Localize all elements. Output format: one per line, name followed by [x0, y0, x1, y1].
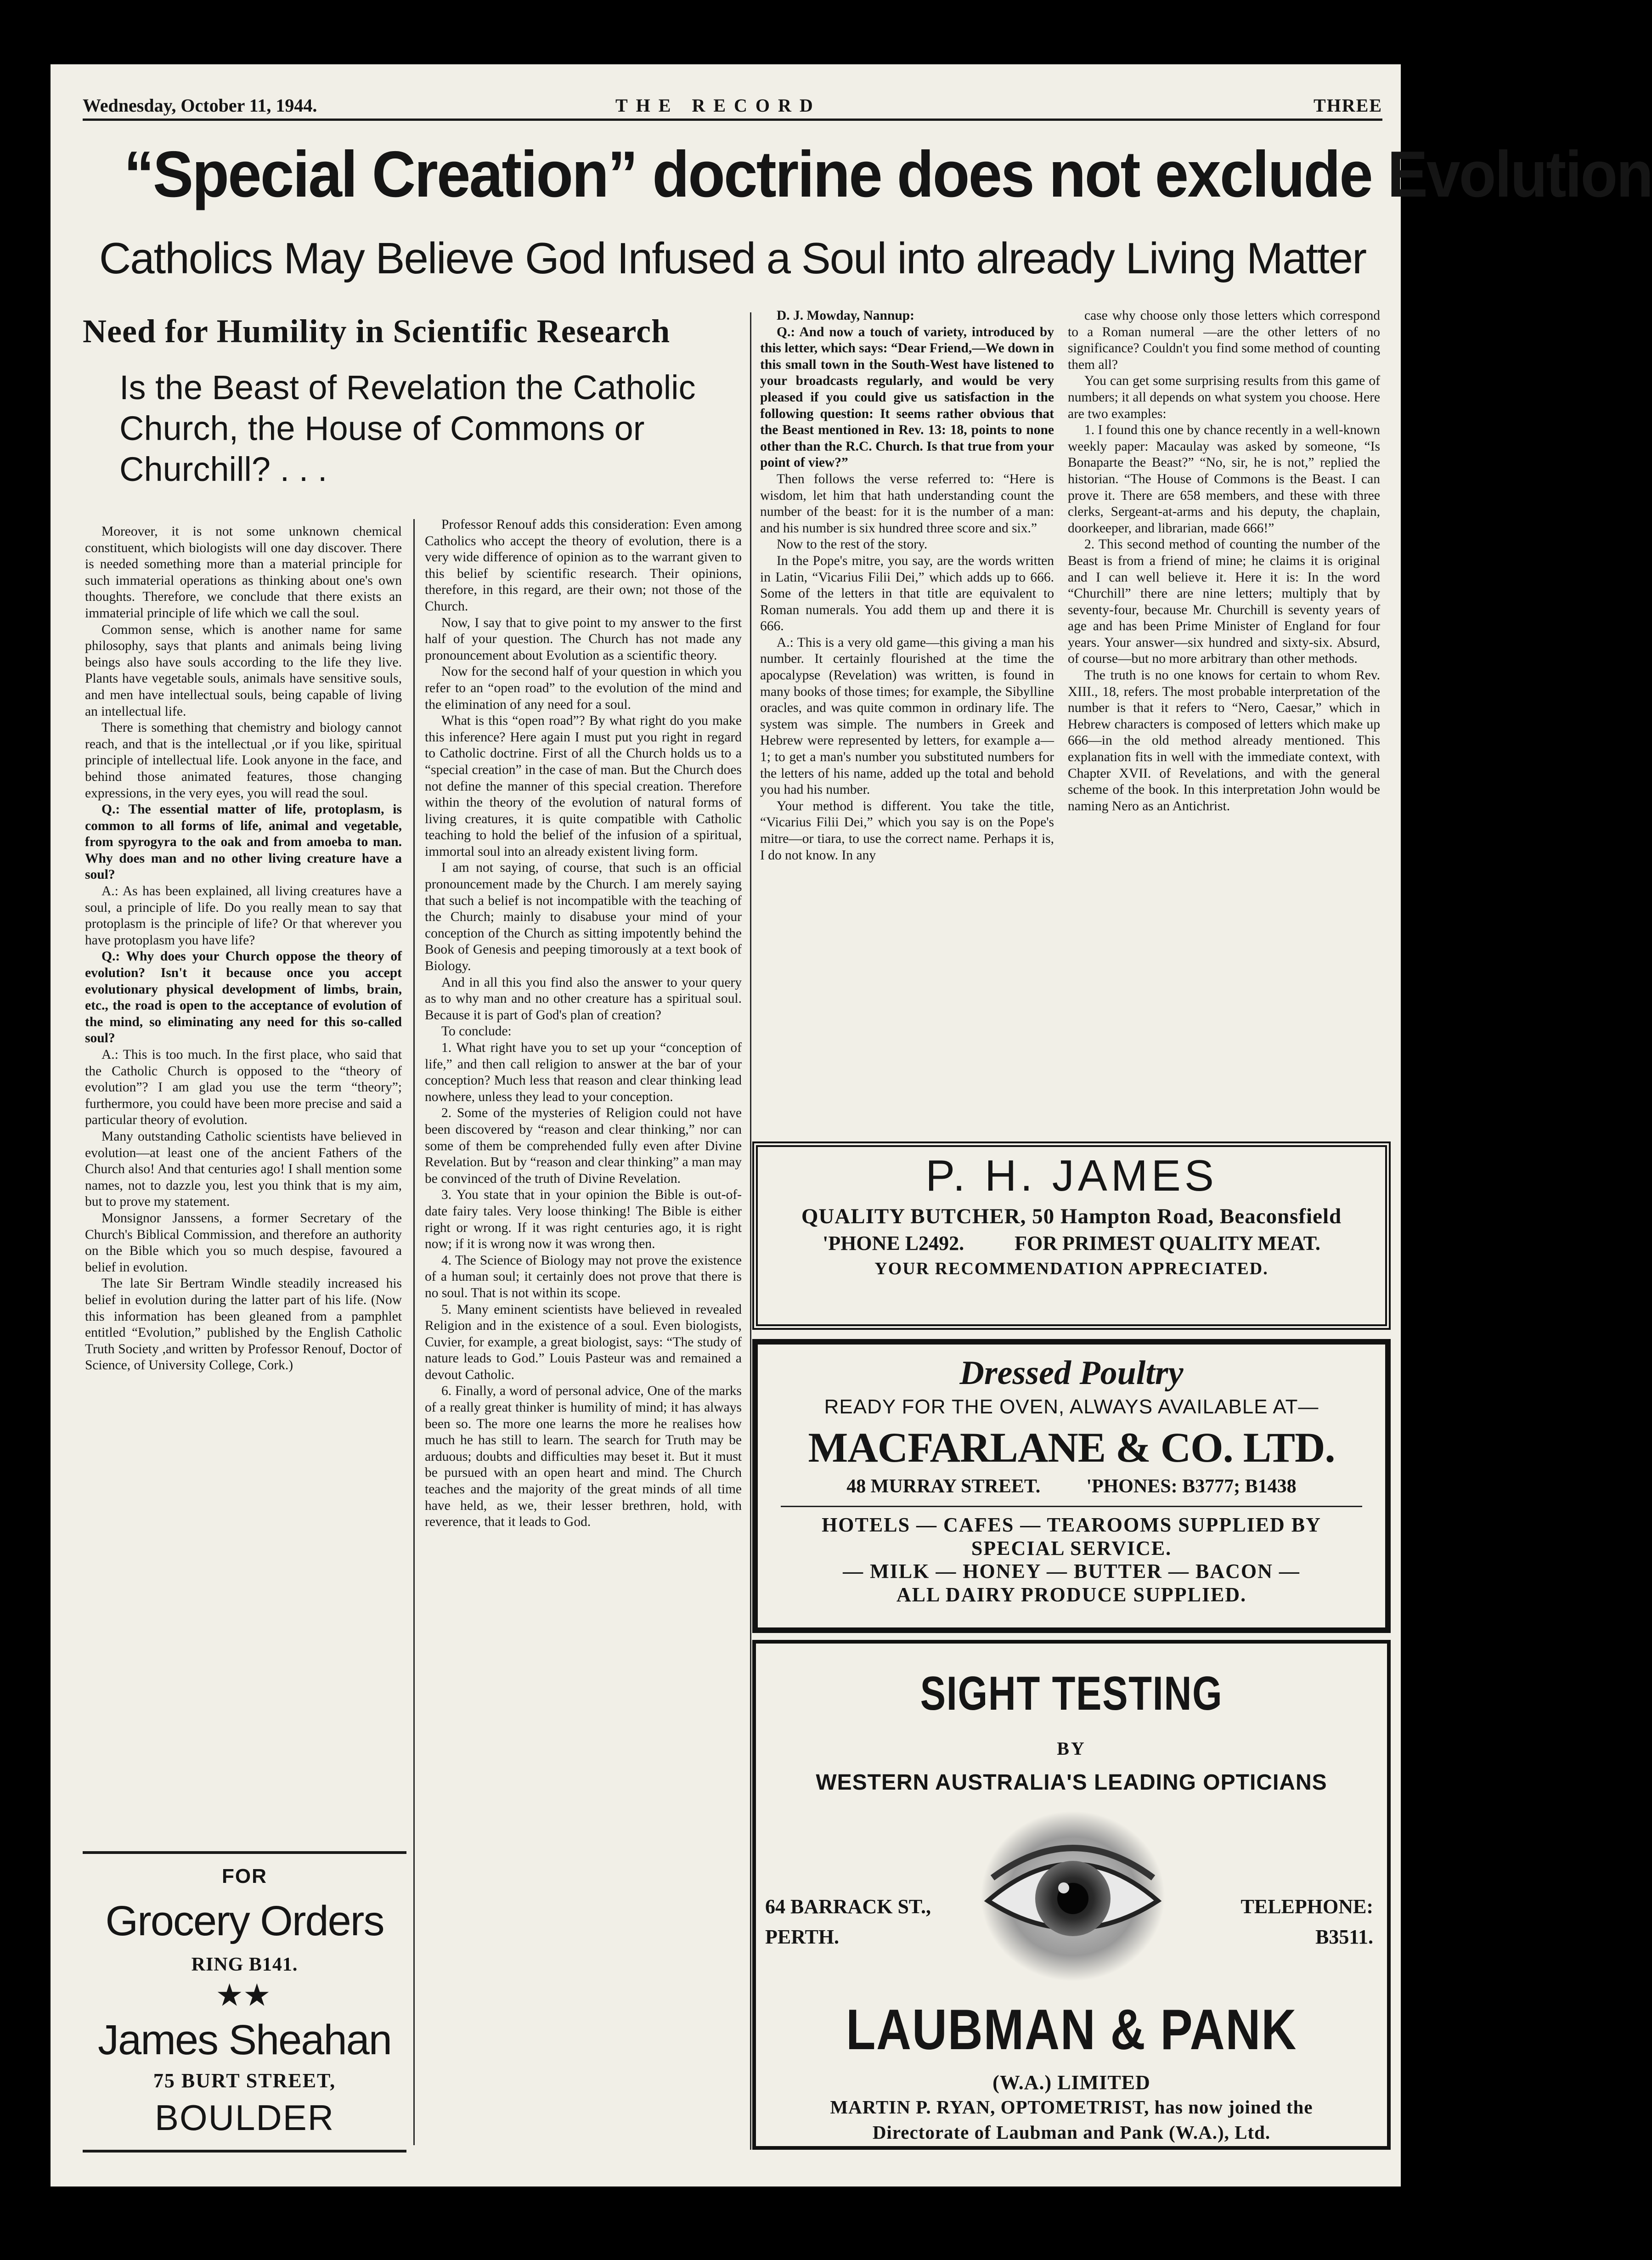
poultry-phones: 'PHONES: B3777; B1438: [1086, 1476, 1297, 1497]
article-paragraph: Moreover, it is not some unknown chemical constituent, which biologists will one day discover. There is needed something more than a material principle for such immaterial operations as thinking about one's own thoughts. Therefore, we conclude that there exists an immaterial principle of life which we call the soul.: [85, 524, 402, 621]
butcher-slogan: FOR PRIMEST QUALITY MEAT.: [1015, 1232, 1320, 1254]
article-paragraph: 1. I found this one by chance recently in a well-known weekly paper: Macaulay was asked by someone, “Is Bonaparte the Beast?” “No, sir, he is not,” replied the historian. “The House of Commons is the Beast. I can prove it. There are 658 members, and these with three clerks, Sergeant-at-arms and his deputy, the chaplain, doorkeeper, and librarian, made 666!”: [1068, 423, 1380, 536]
article-paragraph: 3. You state that in your opinion the Bible is out-of-date fairy tales. Very loose thinking! The Bible is either right or wrong. If it was right centuries ago, it is right now; if it is wrong now it was wrong then.: [425, 1187, 742, 1252]
column-rule: [413, 519, 415, 2145]
article-column-4: [1068, 308, 1380, 814]
butcher-advertisement: [752, 1141, 1391, 1330]
article-paragraph: What is this “open road”? By what right do you make this inference? Here again I must put you right in regard to Catholic doctrine. First of all the Church holds us to a “special creation” in the case of man. But the Church does not define the manner of this special creation. Therefore within the theory of the evolution of natural forms of living creatures, it is quite compatible with Catholic teaching to hold the belief of the infusion of a spiritual, immortal soul into an already existent living form.: [425, 713, 742, 859]
paper-name: THE RECORD: [615, 95, 821, 116]
poultry-dairy-line-1: — MILK — HONEY — BUTTER — BACON —: [843, 1560, 1300, 1583]
headline: “Special Creation” doctrine does not exclude Evolution: [124, 138, 1652, 211]
article-paragraph: Q.: And now a touch of variety, introduced by this letter, which says: “Dear Friend,—We down in this small town in the South-West have listened to your broadcasts regularly, and would be very pleased if you could give us satisfaction in the following question: It seems rather obvious that the Beast mentioned in Rev. 13: 18, points to none other than the R.C. Church. Is that true from your point of view?”: [760, 324, 1054, 470]
poultry-dairy-line-2: ALL DAIRY PRODUCE SUPPLIED.: [896, 1583, 1247, 1606]
ad-rule: [83, 2150, 406, 2153]
article-column-2: [425, 517, 742, 1531]
article-paragraph: 6. Finally, a word of personal advice, One of the marks of a really great thinker is humility of mind; it has always been so. The more one learns the more he realises how much he has still to learn. The search for Truth may be arduous; doubts and difficulties may beset it. But it must be pursued with an open heart and mind. The Church teaches and the majority of the great minds of all time have held, as we, their lesser brethren, hold, with reverence, that it leads to God.: [425, 1384, 742, 1530]
article-paragraph: Then follows the verse referred to: “Here is wisdom, let him that hath understanding count the number of the beast: for it is the number of a man: and his number is six hundred three score and six.”: [760, 471, 1054, 536]
poultry-supply-line-2: SPECIAL SERVICE.: [971, 1537, 1172, 1559]
article-paragraph: To conclude:: [441, 1024, 512, 1039]
section-heading: Need for Humility in Scientific Research: [83, 313, 671, 350]
butcher-phone: 'PHONE L2492.: [823, 1232, 964, 1254]
article-paragraph: Now for the second half of your question in which you refer to an “open road” to the evolution of the mind and the elimination of any need for a soul.: [425, 664, 742, 712]
optician-telephone-number: B3511.: [1315, 1926, 1373, 1948]
article-paragraph: Now to the rest of the story.: [777, 537, 928, 552]
newspaper-page: [51, 64, 1652, 2187]
poultry-company: MACFARLANE & CO. LTD.: [808, 1424, 1335, 1471]
article-paragraph: You can get some surprising results from this game of numbers; it all depends on what system you choose. Here are two examples:: [1068, 373, 1380, 421]
article-paragraph: A.: As has been explained, all living creatures have a soul, a principle of life. Do you really mean to say that protoplasm is the principle of life? Or that wherever you have protoplasm you have life?: [85, 884, 402, 948]
optician-by: BY: [1057, 1738, 1086, 1759]
article-paragraph: Q.: Why does your Church oppose the theory of evolution? Isn't it because once you accept evolutionary physical development of limbs, brain, etc., the road is open to the acceptance of evolution of the mind, so eliminating any need for this so-called soul?: [85, 949, 402, 1046]
ad-street: 75 BURT STREET,: [153, 2069, 336, 2092]
article-paragraph: 2. Some of the mysteries of Religion could not have been discovered by “reason and clear thinking,” nor can some of them be comprehended fully even after Divine Revelation. But by “reason and clear thinking” a man may be convinced of the truth of Divine Revelation.: [425, 1106, 742, 1186]
header-rule: [83, 119, 1382, 121]
optician-telephone-label: TELEPHONE:: [1240, 1895, 1373, 1918]
article-paragraph: Q.: The essential matter of life, protoplasm, is common to all forms of life, animal and vegetable, from spyrogyra to the oak and from amoeba to man. Why does man and no other living creature have a soul?: [85, 802, 402, 882]
butcher-address: QUALITY BUTCHER, 50 Hampton Road, Beaconsfield: [801, 1204, 1342, 1228]
article-column-1: [85, 524, 402, 1374]
eye-icon: [979, 1809, 1167, 1983]
ad-city: BOULDER: [154, 2097, 335, 2138]
optician-tagline: WESTERN AUSTRALIA'S LEADING OPTICIANS: [816, 1770, 1327, 1795]
article-paragraph: The truth is no one knows for certain to whom Rev. XIII., 18, refers. The most probable interpretation of the number is that it refers to “Nero, Caesar,” which in Hebrew characters is composed of letters which make up 666—in the old method already mentioned. This explanation fits in well with the immediate context, with Chapter XVII. of Revelations, and with the general scheme of the book. In this interpretation John would be naming Nero as an Antichrist.: [1068, 668, 1380, 814]
optician-firm: LAUBMAN & PANK: [846, 1998, 1297, 2062]
article-paragraph: In the Pope's mitre, you say, are the words written in Latin, “Vicarius Filii Dei,” which adds up to 666. Some of the letters in that title are equivalent to Roman numerals. You add them up and there it is 666.: [760, 553, 1054, 634]
article-paragraph: The late Sir Bertram Windle steadily increased his belief in evolution during the latter part of his life. (Now this information has been gleaned from a pamphlet entitled “Evolution,” published by the English Catholic Truth Society ,and written by Professor Renouf, Doctor of Science, of University College, Cork.): [85, 1276, 402, 1373]
article-paragraph: Professor Renouf adds this consideration: Even among Catholics who accept the theory of evolution, there is a very wide difference of opinion as to the warrant given to this belief by scientific research. Their opinions, therefore, in this regard, are their own; not those of the Church.: [425, 517, 742, 614]
optician-address: [765, 1892, 931, 1952]
article-paragraph: Common sense, which is another name for same philosophy, says that plants and animals being living beings also have souls according to the life they live. Plants have vegetable souls, animals have sensitive souls, and men have intellectual souls, being capable of living an intellectual life.: [85, 622, 402, 719]
poultry-contact-row: [772, 1475, 1371, 1497]
poultry-title: Dressed Poultry: [959, 1354, 1184, 1392]
section-subheading: Is the Beast of Revelation the Catholic Church, the House of Commons or Churchill? . . .: [119, 368, 696, 488]
optician-title: SIGHT TESTING: [920, 1667, 1223, 1720]
article-paragraph: 4. The Science of Biology may not prove the existence of a human soul; it certainly does not prove that there is no soul. That is not within its scope.: [425, 1253, 742, 1300]
ad-ring-number: RING B141.: [191, 1954, 298, 1975]
article-paragraph: Now, I say that to give point to my answer to the first half of your question. The Church has not made any pronouncement about Evolution as a scientific theory.: [425, 615, 742, 663]
article-paragraph: 1. What right have you to set up your “conception of life,” and then call religion to answer at the bar of your conception? Much less that reason and clear thinking lead nowhere, unless they lead to your conception.: [425, 1040, 742, 1104]
star-ornament-icon: ★★: [217, 1980, 272, 2011]
optician-advertisement: [752, 1640, 1391, 2150]
article-paragraph: Monsignor Janssens, a former Secretary of the Church's Biblical Commission, and therefore an authority on the Bible which you so much despise, favoured a belief in evolution.: [85, 1210, 402, 1275]
article-paragraph: A.: This is a very old game—this giving a man his number. It certainly flourished at the time the apocalypse (Revelation) was written, is found in many books of those times; for example, the Sibylline oracles, and was quite common in ordinary life. The system was simple. The numbers in Greek and Hebrew were represented by letters, for example a—1; to get a man's number you substituted numbers for the letters of his name, added up the total and behold you had his number.: [760, 635, 1054, 797]
issue-date: Wednesday, October 11, 1944.: [83, 95, 317, 116]
optician-announcement: MARTIN P. RYAN, OPTOMETRIST, has now joined the: [830, 2096, 1313, 2118]
grocery-advertisement: [83, 1851, 406, 2150]
article-paragraph: 5. Many eminent scientists have believed in revealed Religion and in the existence of a soul. Even biologists, Cuvier, for example, a great biologist, says: “The study of nature leads to God.” Louis Pasteur was and remained a devout Catholic.: [425, 1302, 742, 1382]
article-paragraph: I am not saying, of course, that such is an official pronouncement made by the Church. I am merely saying that such a belief is not incompatible with the teaching of the Church; mainly to disabuse your mind of your conception of the Church as sitting impotently behind the Book of Genesis and peeping timorously at a text book of Biology.: [425, 860, 742, 974]
optician-telephone: [1241, 1892, 1374, 1952]
optician-address-line-2: PERTH.: [765, 1926, 840, 1948]
subheadline: Catholics May Believe God Infused a Soul into already Living Matter: [99, 234, 1366, 283]
article-paragraph: Your method is different. You take the title, “Vicarius Filii Dei,” which you say is on the Pope's mitre—or tiara, to use the correct name. Perhaps it is, I do not know. In any: [760, 798, 1054, 863]
ad-rule: [781, 1506, 1362, 1507]
article-paragraph: A.: This is too much. In the first place, who said that the Catholic Church is opposed to the “theory of evolution”? I am glad you use the term “theory”; furthermore, you could have been more precise and said a particular theory of evolution.: [85, 1047, 402, 1128]
article-paragraph: case why choose only those letters which correspond to a Roman numeral —are the other letters of no significance? Couldn't you find some method of counting them all?: [1068, 308, 1380, 372]
poultry-address: 48 MURRAY STREET.: [846, 1476, 1041, 1497]
optician-limited: (W.A.) LIMITED: [992, 2071, 1150, 2094]
poultry-supply-line-1: HOTELS — CAFES — TEAROOMS SUPPLIED BY: [822, 1514, 1321, 1536]
butcher-footer: YOUR RECOMMENDATION APPRECIATED.: [874, 1259, 1269, 1278]
article-column-3: [760, 308, 1054, 864]
article-paragraph: And in all this you find also the answer to your query as to why man and no other creature has a spiritual soul. Because it is part of God's plan of creation?: [425, 975, 742, 1023]
optician-directorate: Directorate of Laubman and Pank (W.A.), Ltd.: [872, 2122, 1271, 2143]
article-paragraph: Many outstanding Catholic scientists have believed in evolution—at least one of the ancient Fathers of the Church also! And that centuries ago! I shall mention some names, not to dazzle you, lest you think that is my aim, but to prove my statement.: [85, 1129, 402, 1209]
butcher-name: P. H. JAMES: [925, 1151, 1218, 1200]
poultry-tagline: READY FOR THE OVEN, ALWAYS AVAILABLE AT—: [824, 1396, 1319, 1418]
ad-grocery-orders: Grocery Orders: [105, 1898, 384, 1944]
ad-for: FOR: [222, 1865, 267, 1887]
butcher-contact-row: [762, 1232, 1381, 1255]
page-number: THREE: [1313, 95, 1382, 116]
column-rule: [750, 312, 751, 2150]
optician-address-line-1: 64 BARRACK ST.,: [765, 1895, 931, 1918]
article-paragraph: D. J. Mowday, Nannup:: [777, 308, 914, 323]
article-paragraph: There is something that chemistry and biology cannot reach, and that is the intellectual ,or if you like, spiritual principle of intellectual life. Look anyone in the face, and behind those animated features, those changing expressions, in the very eyes, you will read the soul.: [85, 720, 402, 801]
poultry-advertisement: [752, 1339, 1391, 1633]
article-paragraph: 2. This second method of counting the number of the Beast is from a friend of mine; he claims it is original and I can well believe it. Here it is: In the word “Churchill” there are nine letters; multiply that by seventy-four, because Mr. Churchill is seventy years of age and has been Prime Minister of England for four years. Your answer—six hundred and sixty-six. Absurd, of course—but no more arbitrary than other methods.: [1068, 537, 1380, 667]
ad-rule: [83, 1851, 406, 1854]
ad-merchant-name: James Sheahan: [98, 2017, 391, 2063]
